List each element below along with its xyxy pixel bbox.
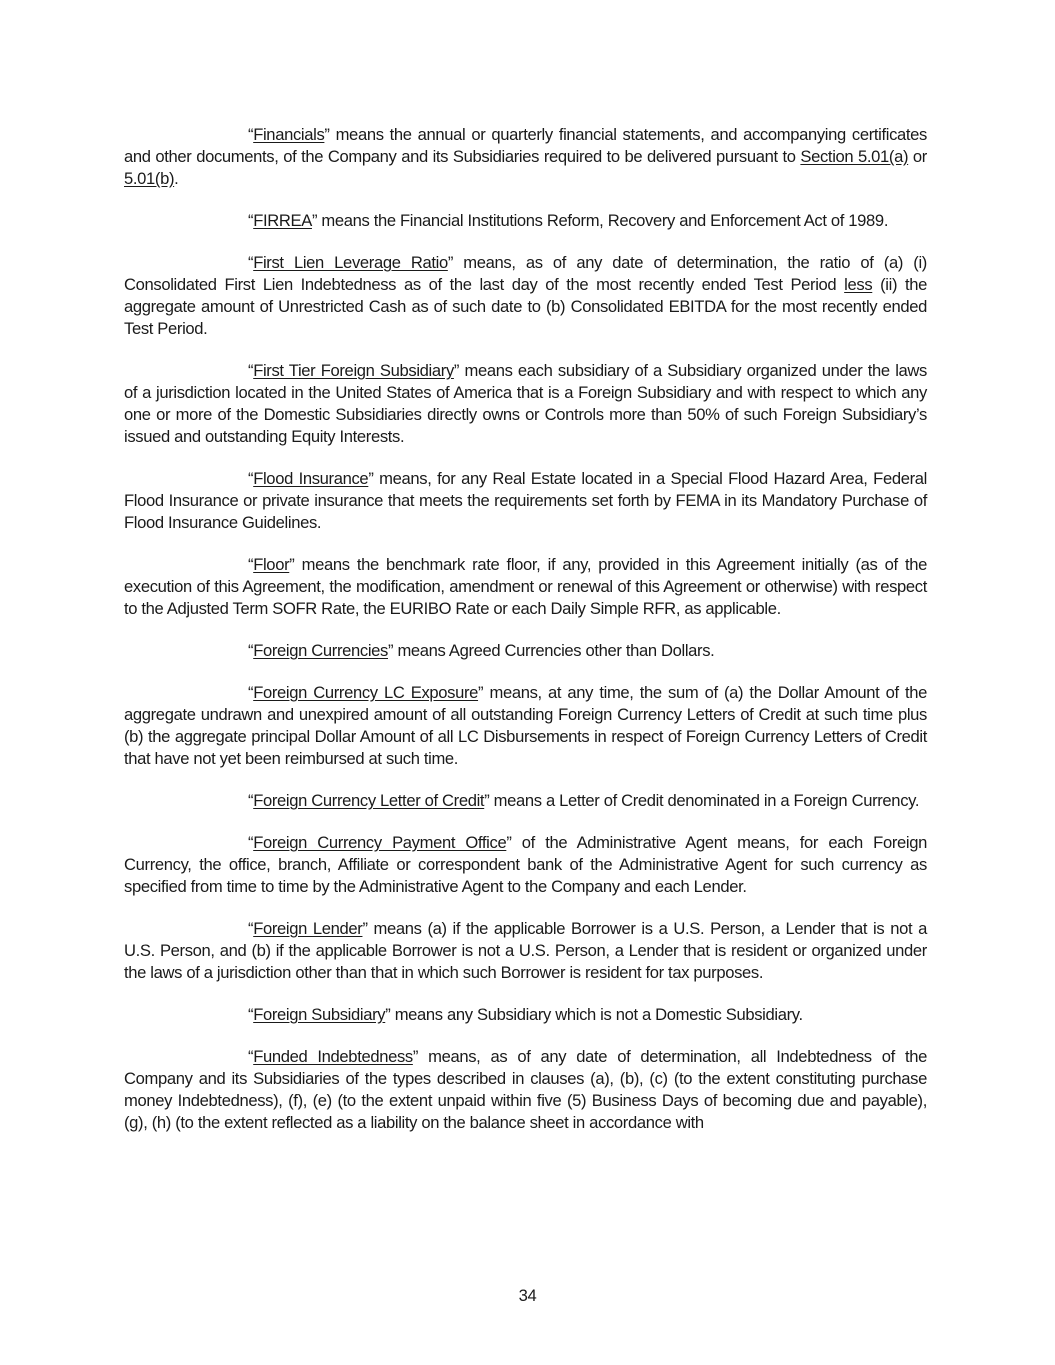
- definition-term-lead: [124, 253, 453, 272]
- defined-term: Flood Insurance: [253, 469, 369, 488]
- defined-term: Funded Indebtedness: [253, 1047, 413, 1066]
- close-quote: ”: [453, 361, 460, 380]
- definition-paragraph: [124, 832, 927, 898]
- close-quote: ”: [412, 1047, 419, 1066]
- close-quote: ”: [368, 469, 374, 488]
- open-quote: “: [248, 469, 254, 488]
- definition-text: means (a) if the applicable Borrower is a U.S. Person, a Lender that is not a U.S. Person, and (b) if the applicable Borrower is not a U.S. Person, a Lender that is resident or organized under the laws of a jurisdiction other than that in which such Borrower is resident for tax purposes.: [124, 919, 927, 982]
- cross-reference: less: [844, 275, 873, 294]
- close-quote: ”: [289, 555, 295, 574]
- definition-term-lead: [124, 1005, 390, 1024]
- open-quote: “: [248, 253, 254, 272]
- open-quote: “: [248, 791, 254, 810]
- definition-text: (ii) the aggregate amount of Unrestricted Cash as of such date to (b) Consolidated EBITDA for the most recently ended Test Period.: [124, 275, 927, 338]
- definition-paragraph: [124, 210, 927, 232]
- close-quote: ”: [447, 253, 454, 272]
- definition-paragraph: [124, 468, 927, 534]
- close-quote: ”: [388, 641, 394, 660]
- definition-paragraph: [124, 1004, 927, 1026]
- open-quote: “: [248, 683, 254, 702]
- definition-text: means, at any time, the sum of (a) the Dollar Amount of the aggregate undrawn and unexpired amount of all outstanding Foreign Currency Letters of Credit at such time plus (b) the aggregate principal Dollar Amount of all LC Disbursements in respect of Foreign Currency Letters of Credit that have not yet been reimbursed at such time.: [124, 683, 927, 768]
- open-quote: “: [248, 1005, 254, 1024]
- definition-term-lead: [124, 791, 489, 810]
- close-quote: ”: [311, 211, 318, 230]
- definition-term-lead: [124, 555, 294, 574]
- definition-paragraph: [124, 1046, 927, 1134]
- definition-term-lead: [124, 641, 393, 660]
- definition-text: or: [908, 147, 927, 166]
- open-quote: “: [248, 211, 254, 230]
- definition-term-lead: [124, 683, 483, 702]
- definition-text: of the Administrative Agent means, for each Foreign Currency, the office, branch, Affiliate or correspondent bank of the Administrative Agent for such currency as specified from time to time by the Administrative Agent to the Company and each Lender.: [124, 833, 927, 896]
- definition-paragraph: [124, 124, 927, 190]
- defined-term: Foreign Currency Letter of Credit: [253, 791, 485, 810]
- definition-paragraph: [124, 918, 927, 984]
- definition-paragraph: [124, 682, 927, 770]
- definition-term-lead: [124, 469, 374, 488]
- close-quote: ”: [362, 919, 368, 938]
- definition-paragraph: [124, 790, 927, 812]
- defined-term: Foreign Subsidiary: [253, 1005, 386, 1024]
- definition-term-lead: [124, 833, 512, 852]
- open-quote: “: [248, 125, 254, 144]
- page-number: 34: [518, 1286, 537, 1305]
- definition-paragraph: [124, 360, 927, 448]
- close-quote: ”: [324, 125, 330, 144]
- open-quote: “: [248, 833, 254, 852]
- definitions-list: [124, 124, 927, 1154]
- definition-text: means, as of any date of determination, the ratio of (a) (i) Consolidated First Lien Indebtedness as of the last day of the most recently ended Test Period: [124, 253, 927, 294]
- open-quote: “: [248, 641, 254, 660]
- definition-text: .: [174, 169, 179, 188]
- cross-reference: Section 5.01(a): [800, 147, 909, 166]
- open-quote: “: [248, 555, 254, 574]
- defined-term: Foreign Currency Payment Office: [253, 833, 507, 852]
- definition-term-lead: [124, 211, 317, 230]
- definition-text: means the benchmark rate floor, if any, provided in this Agreement initially (as of the execution of this Agreement, the modification, amendment or renewal of this Agreement or otherwise) with respect to the Adjusted Term SOFR Rate, the EURIBO Rate or each Daily Simple RFR, as applicable.: [124, 555, 927, 618]
- definition-paragraph: [124, 640, 927, 662]
- definition-text: means any Subsidiary which is not a Domestic Subsidiary.: [390, 1005, 803, 1024]
- close-quote: ”: [478, 683, 484, 702]
- close-quote: ”: [484, 791, 490, 810]
- defined-term: Floor: [253, 555, 290, 574]
- cross-reference: 5.01(b): [124, 169, 175, 188]
- open-quote: “: [248, 361, 254, 380]
- defined-term: FIRREA: [253, 211, 312, 230]
- defined-term: Foreign Currency LC Exposure: [253, 683, 479, 702]
- definition-text: means, for any Real Estate located in a Special Flood Hazard Area, Federal Flood Insurance or private insurance that meets the requirements set forth by FEMA in its Mandatory Purchase of Flood Insurance Guidelines.: [124, 469, 927, 532]
- definition-paragraph: [124, 252, 927, 340]
- defined-term: First Lien Leverage Ratio: [253, 253, 448, 272]
- definition-text: means, as of any date of determination, all Indebtedness of the Company and its Subsidiaries of the types described in clauses (a), (b), (c) (to the extent constituting purchase money Indebtedness), (f), (e) (to the extent unpaid within five (5) Business Days of becoming due and payable), (g), (h) (to the extent reflected as a liability on the balance sheet in accordance with: [124, 1047, 927, 1132]
- definition-term-lead: [124, 361, 459, 380]
- open-quote: “: [248, 1047, 254, 1066]
- defined-term: Financials: [253, 125, 325, 144]
- definition-term-lead: [124, 1047, 418, 1066]
- definition-text: means the Financial Institutions Reform, Recovery and Enforcement Act of 1989.: [317, 211, 889, 230]
- definition-term-lead: [124, 919, 368, 938]
- definition-paragraph: [124, 554, 927, 620]
- definition-text: means the annual or quarterly financial statements, and accompanying certificates and other documents, of the Company and its Subsidiaries required to be delivered pursuant to: [124, 125, 927, 166]
- close-quote: ”: [385, 1005, 391, 1024]
- definition-text: means a Letter of Credit denominated in a Foreign Currency.: [489, 791, 920, 810]
- defined-term: First Tier Foreign Subsidiary: [253, 361, 454, 380]
- defined-term: Foreign Lender: [253, 919, 363, 938]
- definition-text: means each subsidiary of a Subsidiary organized under the laws of a jurisdiction located in the United States of America that is a Foreign Subsidiary and with respect to which any one or more of the Domestic Subsidiaries directly owns or Controls more than 50% of such Foreign Subsidiary’s issued and outstanding Equity Interests.: [124, 361, 927, 446]
- defined-term: Foreign Currencies: [253, 641, 388, 660]
- close-quote: ”: [506, 833, 512, 852]
- definition-text: means Agreed Currencies other than Dollars.: [393, 641, 715, 660]
- open-quote: “: [248, 919, 254, 938]
- definition-term-lead: [124, 125, 330, 144]
